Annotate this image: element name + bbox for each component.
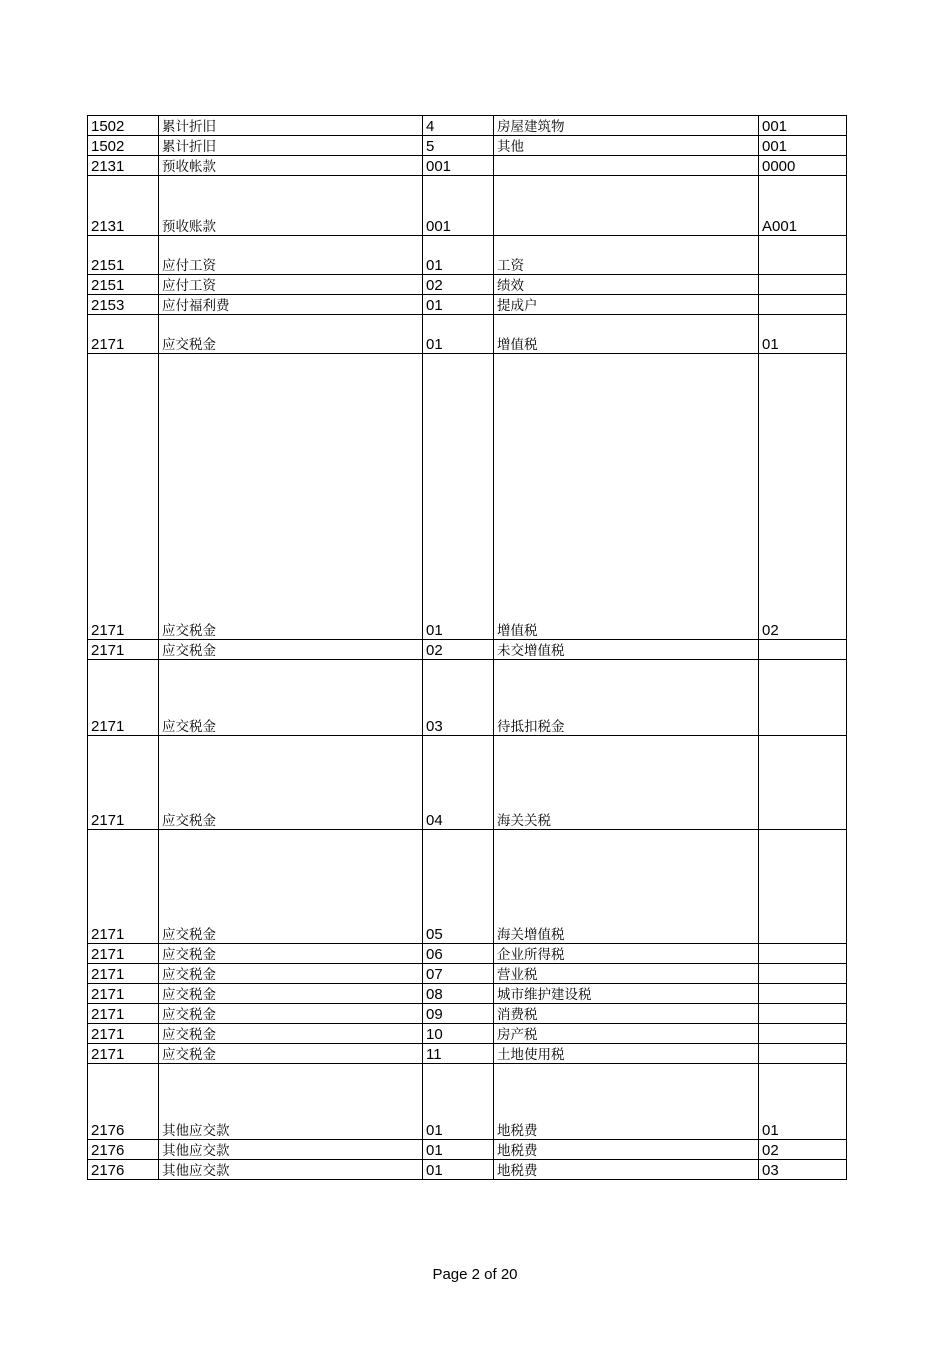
- account-code-cell: 2176: [88, 1140, 159, 1160]
- sub-name-cell: 房屋建筑物: [494, 116, 759, 136]
- sub-name-cell: 工资: [494, 236, 759, 275]
- account-code-cell: 2176: [88, 1160, 159, 1180]
- ref-code-cell: [759, 944, 847, 964]
- account-code-cell: 2171: [88, 830, 159, 944]
- table-row: [88, 136, 847, 156]
- account-code-cell: 2171: [88, 640, 159, 660]
- sub-name-cell: 未交增值税: [494, 640, 759, 660]
- sub-code-cell: 08: [423, 984, 494, 1004]
- table-row: [88, 1004, 847, 1024]
- account-name-cell: 应交税金: [159, 830, 423, 944]
- account-code-cell: 2171: [88, 1044, 159, 1064]
- table-row: [88, 116, 847, 136]
- sub-code-cell: 02: [423, 275, 494, 295]
- sub-code-cell: 01: [423, 354, 494, 640]
- sub-name-cell: 房产税: [494, 1024, 759, 1044]
- sub-name-cell: 绩效: [494, 275, 759, 295]
- account-name-cell: 预收账款: [159, 176, 423, 236]
- ref-code-cell: [759, 1024, 847, 1044]
- sub-name-cell: 企业所得税: [494, 944, 759, 964]
- account-table: [87, 115, 847, 1180]
- account-name-cell: 其他应交款: [159, 1140, 423, 1160]
- account-name-cell: 应交税金: [159, 660, 423, 736]
- account-name-cell: 应交税金: [159, 1044, 423, 1064]
- account-name-cell: 应交税金: [159, 736, 423, 830]
- account-name-cell: 应交税金: [159, 640, 423, 660]
- table-row: [88, 156, 847, 176]
- ref-code-cell: [759, 964, 847, 984]
- sub-name-cell: 城市维护建设税: [494, 984, 759, 1004]
- account-name-cell: 其他应交款: [159, 1160, 423, 1180]
- account-name-cell: 应交税金: [159, 354, 423, 640]
- account-name-cell: 应交税金: [159, 964, 423, 984]
- ref-code-cell: [759, 830, 847, 944]
- account-code-cell: 2153: [88, 295, 159, 315]
- account-name-cell: 其他应交款: [159, 1064, 423, 1140]
- table-row: [88, 660, 847, 736]
- sub-name-cell: [494, 156, 759, 176]
- account-name-cell: 应交税金: [159, 944, 423, 964]
- ref-code-cell: [759, 275, 847, 295]
- sub-name-cell: 土地使用税: [494, 1044, 759, 1064]
- account-code-cell: 2171: [88, 1024, 159, 1044]
- sub-code-cell: 4: [423, 116, 494, 136]
- account-code-cell: 2131: [88, 156, 159, 176]
- ref-code-cell: [759, 1004, 847, 1024]
- account-code-cell: 2171: [88, 354, 159, 640]
- ref-code-cell: 0000: [759, 156, 847, 176]
- sub-name-cell: 地税费: [494, 1140, 759, 1160]
- account-name-cell: 应交税金: [159, 1004, 423, 1024]
- sub-name-cell: 增值税: [494, 354, 759, 640]
- ref-code-cell: [759, 736, 847, 830]
- account-code-cell: 2151: [88, 236, 159, 275]
- sub-name-cell: 提成户: [494, 295, 759, 315]
- sub-name-cell: 海关增值税: [494, 830, 759, 944]
- account-name-cell: 累计折旧: [159, 116, 423, 136]
- ref-code-cell: 01: [759, 1064, 847, 1140]
- table-row: [88, 176, 847, 236]
- account-code-cell: 2171: [88, 660, 159, 736]
- table-row: [88, 830, 847, 944]
- account-code-cell: 2171: [88, 944, 159, 964]
- account-name-cell: 应付工资: [159, 275, 423, 295]
- sub-name-cell: [494, 176, 759, 236]
- table-row: [88, 1160, 847, 1180]
- table-row: [88, 236, 847, 275]
- sub-name-cell: 海关关税: [494, 736, 759, 830]
- account-code-cell: 2176: [88, 1064, 159, 1140]
- sub-code-cell: 5: [423, 136, 494, 156]
- sub-name-cell: 消费税: [494, 1004, 759, 1024]
- ref-code-cell: 02: [759, 1140, 847, 1160]
- ref-code-cell: [759, 640, 847, 660]
- account-name-cell: 累计折旧: [159, 136, 423, 156]
- table-row: [88, 295, 847, 315]
- sub-name-cell: 地税费: [494, 1160, 759, 1180]
- sub-name-cell: 地税费: [494, 1064, 759, 1140]
- page-number: Page 2 of 20: [432, 1266, 518, 1283]
- table-row: [88, 984, 847, 1004]
- sub-code-cell: 04: [423, 736, 494, 830]
- account-name-cell: 应交税金: [159, 315, 423, 354]
- ref-code-cell: [759, 1044, 847, 1064]
- table-row: [88, 964, 847, 984]
- account-code-cell: 2171: [88, 1004, 159, 1024]
- ref-code-cell: [759, 984, 847, 1004]
- table-row: [88, 1024, 847, 1044]
- table-row: [88, 944, 847, 964]
- sub-code-cell: 07: [423, 964, 494, 984]
- account-name-cell: 预收帐款: [159, 156, 423, 176]
- table-row: [88, 1044, 847, 1064]
- ref-code-cell: 001: [759, 136, 847, 156]
- ref-code-cell: A001: [759, 176, 847, 236]
- sub-code-cell: 001: [423, 176, 494, 236]
- ref-code-cell: 01: [759, 315, 847, 354]
- sub-name-cell: 营业税: [494, 964, 759, 984]
- account-code-cell: 1502: [88, 136, 159, 156]
- account-code-cell: 2151: [88, 275, 159, 295]
- sub-name-cell: 增值税: [494, 315, 759, 354]
- ref-code-cell: [759, 295, 847, 315]
- sub-code-cell: 11: [423, 1044, 494, 1064]
- account-code-cell: 2171: [88, 315, 159, 354]
- table-row: [88, 736, 847, 830]
- table-row: [88, 640, 847, 660]
- sub-code-cell: 01: [423, 315, 494, 354]
- sub-name-cell: 其他: [494, 136, 759, 156]
- ref-code-cell: [759, 236, 847, 275]
- table-row: [88, 354, 847, 640]
- sub-code-cell: 001: [423, 156, 494, 176]
- account-name-cell: 应交税金: [159, 984, 423, 1004]
- table-row: [88, 1064, 847, 1140]
- sub-code-cell: 01: [423, 1160, 494, 1180]
- ref-code-cell: 03: [759, 1160, 847, 1180]
- ref-code-cell: 02: [759, 354, 847, 640]
- account-name-cell: 应付福利费: [159, 295, 423, 315]
- sub-code-cell: 05: [423, 830, 494, 944]
- ref-code-cell: 001: [759, 116, 847, 136]
- account-code-cell: 1502: [88, 116, 159, 136]
- sub-name-cell: 待抵扣税金: [494, 660, 759, 736]
- table-row: [88, 315, 847, 354]
- account-name-cell: 应交税金: [159, 1024, 423, 1044]
- sub-code-cell: 01: [423, 295, 494, 315]
- account-code-cell: 2131: [88, 176, 159, 236]
- account-name-cell: 应付工资: [159, 236, 423, 275]
- sub-code-cell: 02: [423, 640, 494, 660]
- sub-code-cell: 09: [423, 1004, 494, 1024]
- table-row: [88, 275, 847, 295]
- sub-code-cell: 01: [423, 1064, 494, 1140]
- sub-code-cell: 06: [423, 944, 494, 964]
- sub-code-cell: 01: [423, 236, 494, 275]
- account-code-cell: 2171: [88, 736, 159, 830]
- account-code-cell: 2171: [88, 964, 159, 984]
- sub-code-cell: 03: [423, 660, 494, 736]
- table-row: [88, 1140, 847, 1160]
- ref-code-cell: [759, 660, 847, 736]
- sub-code-cell: 01: [423, 1140, 494, 1160]
- account-code-cell: 2171: [88, 984, 159, 1004]
- sub-code-cell: 10: [423, 1024, 494, 1044]
